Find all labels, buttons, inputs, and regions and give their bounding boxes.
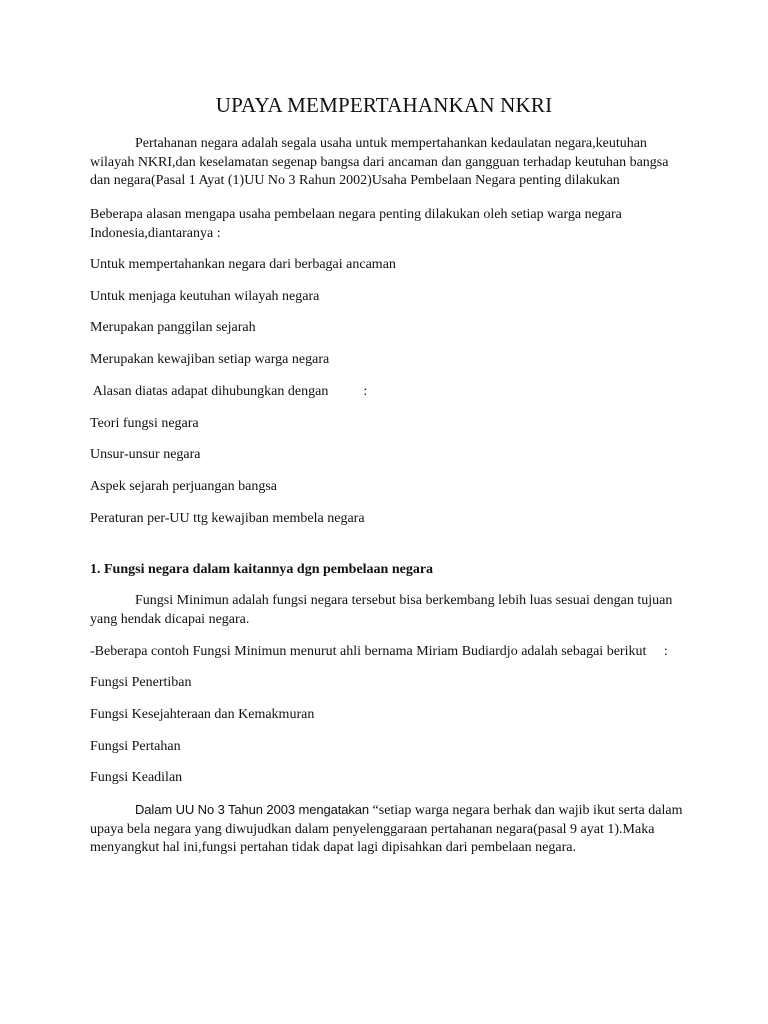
closing-paragraph bbox=[90, 801, 690, 858]
reason-item: Merupakan kewajiban setiap warga negara bbox=[90, 352, 330, 367]
closing-typed-prefix: Dalam UU No 3 Tahun 2003 mengatakan bbox=[135, 802, 370, 817]
intro-line: Pertahanan negara adalah segala usaha untuk mempertahankan kedaulatan negara,keutuhan bbox=[135, 136, 647, 151]
intro-paragraph bbox=[90, 135, 690, 191]
intro-line: wilayah NKRI,dan keselamatan segenap bangsa dari ancaman dan gangguan terhadap keutuhan bangsa bbox=[90, 154, 669, 170]
function-item: Fungsi Keadilan bbox=[90, 770, 183, 785]
link-item: Unsur-unsur negara bbox=[90, 447, 201, 462]
intro-line: dan negara(Pasal 1 Ayat (1)UU No 3 Rahun 2002)Usaha Pembelaan Negara penting dilakukan bbox=[90, 173, 620, 188]
section-heading: 1. Fungsi negara dalam kaitannya dgn pembelaan negara bbox=[90, 562, 434, 577]
section1-paragraph bbox=[90, 592, 690, 629]
closing-line: upaya bela negara yang diwujudkan dalam penyelenggaraan pertahanan negara(pasal 9 ayat 1).Maka bbox=[90, 821, 655, 837]
function-item: Fungsi Pertahan bbox=[90, 739, 181, 754]
links-intro: Alasan diatas adapat dihubungkan dengan : bbox=[90, 384, 368, 399]
link-item: Aspek sejarah perjuangan bangsa bbox=[90, 479, 277, 494]
link-item: Peraturan per-UU ttg kewajiban membela negara bbox=[90, 511, 365, 526]
reason-item: Untuk mempertahankan negara dari berbagai ancaman bbox=[90, 257, 396, 272]
section1-line: yang hendak dicapai negara. bbox=[90, 611, 250, 627]
reason-item: Merupakan panggilan sejarah bbox=[90, 320, 256, 335]
closing-line1-rest: “setiap warga negara berhak dan wajib ikut serta dalam bbox=[369, 803, 683, 818]
reasons-intro-line: Indonesia,diantaranya : bbox=[90, 225, 221, 241]
function-item: Fungsi Kesejahteraan dan Kemakmuran bbox=[90, 707, 315, 722]
closing-line: menyangkut hal ini,fungsi pertahan tidak dapat lagi dipisahkan dari pembelaan negara. bbox=[90, 840, 576, 855]
closing-line bbox=[90, 801, 690, 821]
document-title: UPAYA MEMPERTAHANKAN NKRI bbox=[215, 93, 553, 117]
examples-intro: -Beberapa contoh Fungsi Minimun menurut ahli bernama Miriam Budiardjo adalah sebagai berikut : bbox=[90, 644, 668, 659]
reasons-intro-line: Beberapa alasan mengapa usaha pembelaan negara penting dilakukan oleh setiap warga negara bbox=[90, 207, 622, 222]
reasons-intro-paragraph bbox=[90, 206, 690, 243]
function-item: Fungsi Penertiban bbox=[90, 675, 192, 690]
section1-line: Fungsi Minimun adalah fungsi negara tersebut bisa berkembang lebih luas sesuai dengan tujuan bbox=[135, 593, 673, 608]
link-item: Teori fungsi negara bbox=[90, 416, 199, 431]
reason-item: Untuk menjaga keutuhan wilayah negara bbox=[90, 289, 320, 304]
